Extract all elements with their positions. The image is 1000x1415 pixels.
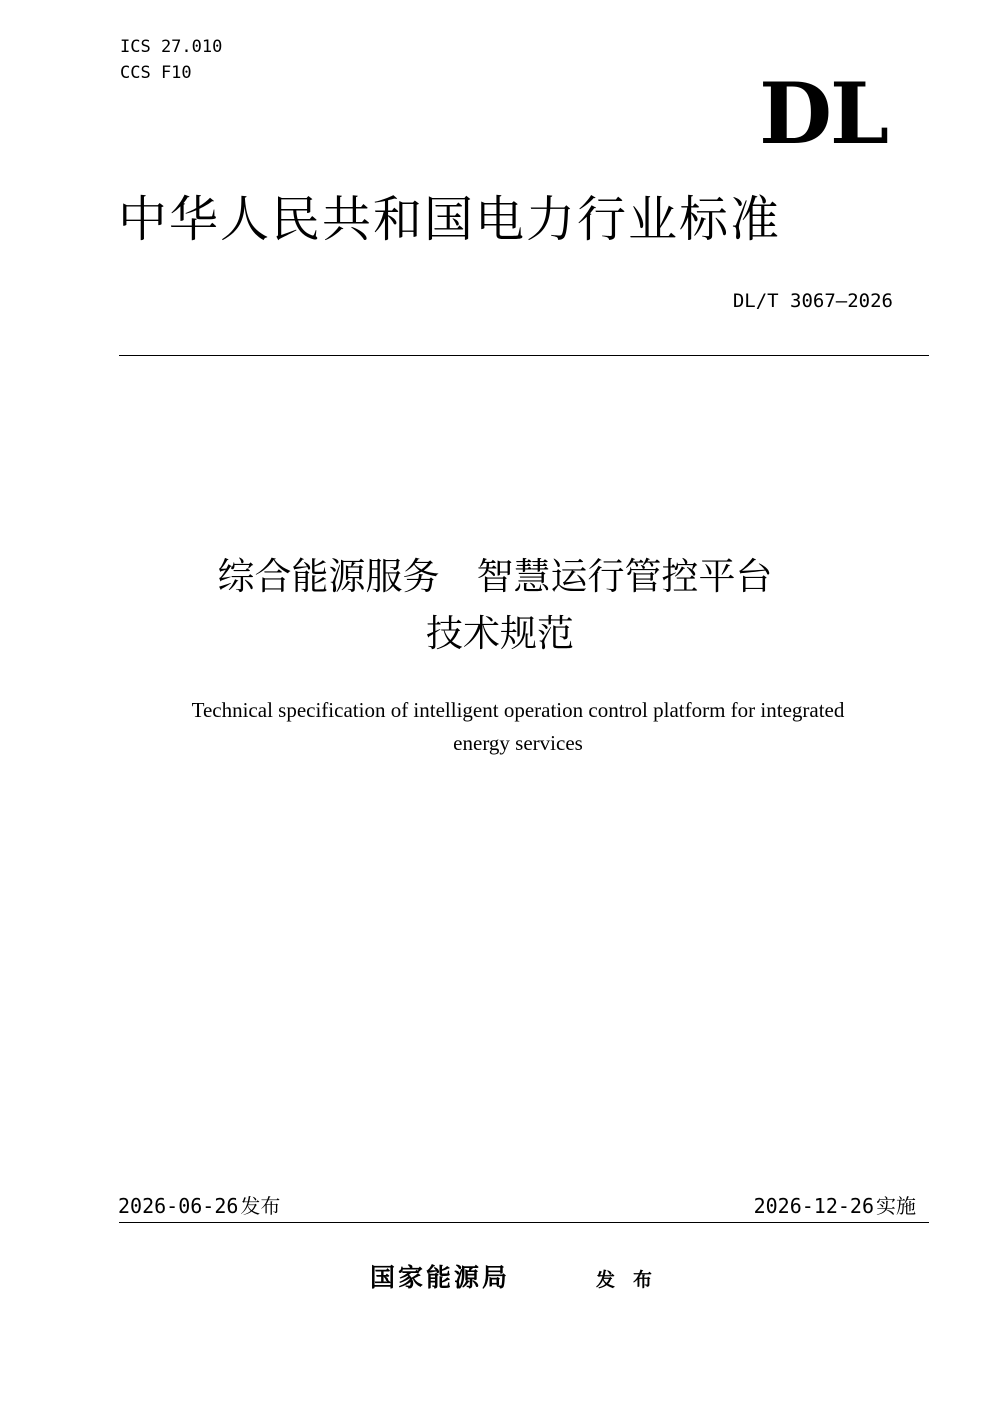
issuing-authority: 国家能源局 xyxy=(370,1263,511,1292)
document-title-cn-line2: 技术规范 xyxy=(426,612,574,655)
effective-date: 2026-12-26 xyxy=(753,1194,874,1218)
standard-number: DL/T 3067—2026 xyxy=(732,290,893,312)
bottom-divider xyxy=(119,1222,929,1223)
issuing-action: 发布 xyxy=(596,1269,671,1291)
issue-date-block xyxy=(118,1192,280,1220)
document-title-en-line2: energy services xyxy=(453,731,583,755)
ccs-code: CCS F10 xyxy=(120,63,192,83)
issue-label: 发布 xyxy=(240,1194,281,1218)
issue-date: 2026-06-26 xyxy=(118,1194,239,1218)
effective-label: 实施 xyxy=(876,1194,916,1218)
document-title-cn-line1: 综合能源服务 智慧运行管控平台 xyxy=(217,555,773,598)
industry-standard-title: 中华人民共和国电力行业标准 xyxy=(118,191,782,248)
top-divider xyxy=(119,355,929,356)
document-title-en-line1: Technical specification of intelligent operation control platform for integrated xyxy=(191,698,845,722)
effective-date-block xyxy=(754,1192,916,1220)
ics-code: ICS 27.010 xyxy=(120,37,223,57)
dl-logo: DL xyxy=(759,64,887,163)
